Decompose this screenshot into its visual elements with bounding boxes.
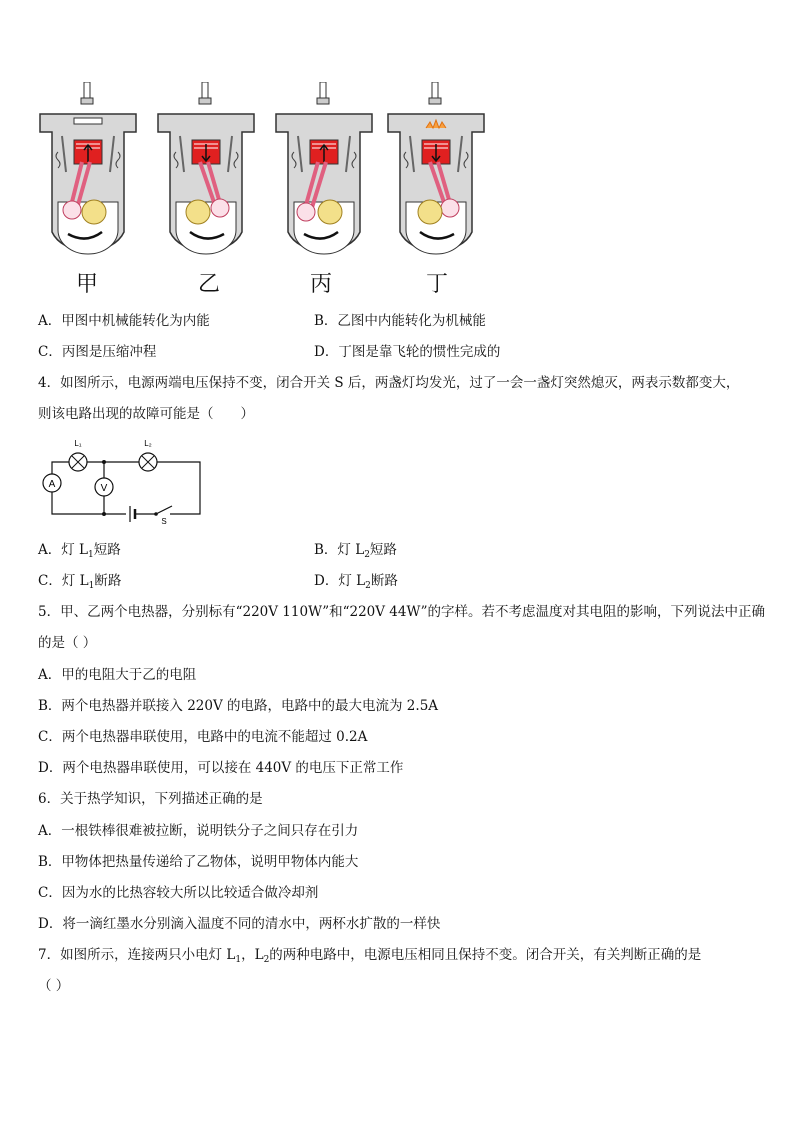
engine-diagram-bing <box>274 82 374 262</box>
q4-option-d: D．灯 $L_2$断路 <box>314 573 398 591</box>
q5-option-a: A．甲的电阻大于乙的电阻 <box>38 667 197 683</box>
engine-diagram-ding <box>386 82 486 262</box>
lamp-l1-label: L₁ <box>74 439 82 448</box>
q5-option-d: D．两个电热器串联使用，可以接在 440V 的电压下正常工作 <box>38 760 404 776</box>
q3-option-b: B．乙图中内能转化为机械能 <box>314 313 486 329</box>
q5-stem-line1: 5．甲、乙两个电热器，分别标有“220V 110W”和“220V 44W”的字样。若不考虑温度对其电阻的影响，下列说法中正确 <box>38 604 766 620</box>
switch-label: S <box>161 517 167 524</box>
q4-option-c: C．灯 $L_1$断路 <box>38 573 122 591</box>
q3-option-d: D．丁图是靠飞轮的惯性完成的 <box>314 344 501 360</box>
voltmeter-symbol: V <box>100 483 108 494</box>
lamp-l2-icon <box>139 453 157 471</box>
q4-stem-line2: 则该电路出现的故障可能是（ ） <box>38 406 254 422</box>
lamp-l2-label: L₂ <box>144 439 152 448</box>
engine-figure <box>0 0 794 300</box>
q6-stem: 6．关于热学知识，下列描述正确的是 <box>38 791 263 807</box>
engine-label-ding: 丁 <box>426 272 449 297</box>
engine-label-bing: 丙 <box>310 272 333 297</box>
q6-option-c: C．因为水的比热容较大所以比较适合做冷却剂 <box>38 885 319 901</box>
ammeter-symbol: A <box>48 479 56 490</box>
q5-stem-line2: 的是（ ） <box>38 635 97 651</box>
switch-icon <box>154 506 172 516</box>
lamp-l1-icon <box>69 453 87 471</box>
q3-option-a: A．甲图中机械能转化为内能 <box>38 313 210 329</box>
q3-option-c: C．丙图是压缩冲程 <box>38 344 157 360</box>
q4-stem-line1: 4．如图所示，电源两端电压保持不变，闭合开关 S 后，两盏灯均发光，过了一会一盏灯突然熄灭，两表示数都变大， <box>38 375 740 391</box>
engine-diagram-jia <box>38 82 138 262</box>
battery-icon <box>130 506 135 522</box>
q7-stem-line2: （ ） <box>38 978 70 994</box>
engine-label-yi: 乙 <box>198 272 221 297</box>
q6-option-d: D．将一滴红墨水分别滴入温度不同的清水中，两杯水扩散的一样快 <box>38 916 441 932</box>
q4-option-a: A．灯 $L_1$短路 <box>38 542 121 560</box>
q7-stem-line1: 7．如图所示，连接两只小电灯 $L_1$，$L_2$的两种电路中，电源电压相同且保持不变。闭合开关，有关判断正确的是 <box>38 947 702 965</box>
q4-option-b: B．灯 $L_2$短路 <box>314 542 397 560</box>
q4-circuit-diagram <box>38 432 208 524</box>
engine-diagram-yi <box>156 82 256 262</box>
q5-option-b: B．两个电热器并联接入 220V 的电路，电路中的最大电流为 2.5A <box>38 698 439 714</box>
q5-option-c: C．两个电热器串联使用，电路中的电流不能超过 0.2A <box>38 729 368 745</box>
q6-option-b: B．甲物体把热量传递给了乙物体，说明甲物体内能大 <box>38 854 359 870</box>
engine-label-jia: 甲 <box>76 272 99 297</box>
q6-option-a: A．一根铁棒很难被拉断，说明铁分子之间只存在引力 <box>38 823 359 839</box>
